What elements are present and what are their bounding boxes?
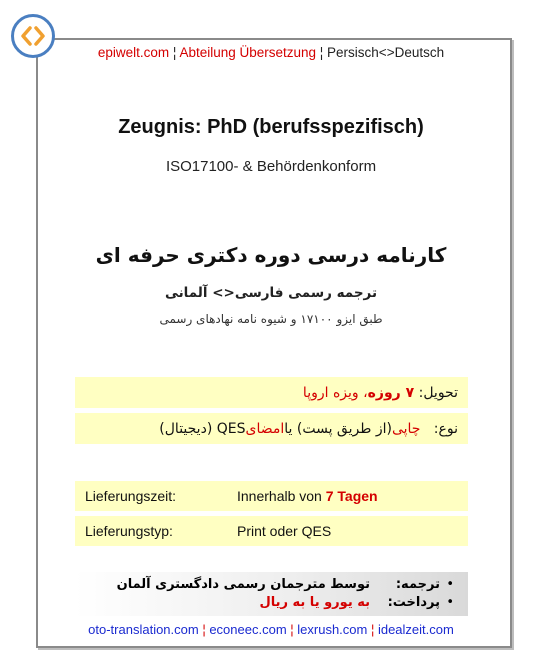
type-label-fa: نوع: <box>433 420 458 437</box>
footer-link[interactable]: econeec.com <box>209 622 287 637</box>
delivery-box-de <box>75 481 468 511</box>
type-box-de <box>75 516 468 546</box>
standard-note-fa: طبق ایزو ۱۷۱۰۰ و شیوه نامه نهادهای رسمی <box>159 312 383 326</box>
page-title-de: Zeugnis: PhD (berufsspezifisch) <box>118 116 424 138</box>
type-print-fa: چاپی <box>391 420 421 437</box>
subtitle-de: ISO17100- & Behördenkonform <box>165 158 377 175</box>
subtitle-fa: ترجمه رسمی فارسی<> آلمانی <box>164 285 378 301</box>
type-label-de: Lieferungstyp: <box>85 523 173 539</box>
page-title-fa: کارنامه درسی دوره دکتری حرفه ای <box>95 243 447 267</box>
list-item <box>75 594 454 612</box>
header-separator: ¦ <box>316 45 328 60</box>
header-department[interactable]: Abteilung Übersetzung <box>179 45 317 60</box>
header-separator: ¦ <box>169 45 180 60</box>
type-value-de: Print oder QES <box>237 523 332 539</box>
delivery-prefix-de: Innerhalb von <box>237 488 322 504</box>
footer-links <box>0 622 542 637</box>
type-sign-fa: امضای <box>245 420 285 437</box>
payment-value-fa: به یورو یا به ریال <box>259 595 370 610</box>
footer-link[interactable]: idealzeit.com <box>377 622 454 637</box>
footer-separator: ¦ <box>198 622 210 637</box>
type-box-fa <box>75 413 468 444</box>
type-qes-note-fa: QES (دیجیتال) <box>159 420 246 437</box>
footer-separator: ¦ <box>367 622 378 637</box>
footer-link[interactable]: oto-translation.com <box>88 622 199 637</box>
translation-label-fa: ترجمه: <box>395 577 440 592</box>
header-site-link[interactable]: epiwelt.com <box>97 45 170 60</box>
footer-separator: ¦ <box>286 622 298 637</box>
delivery-days-fa: ۷ روزه <box>367 384 415 401</box>
payment-label-fa: پرداخت: <box>387 595 440 610</box>
type-print-note-fa: (از طریق پست) یا <box>284 420 392 437</box>
footer-link[interactable]: lexrush.com <box>297 622 368 637</box>
bullet-icon: • <box>446 595 454 610</box>
delivery-label-fa: تحویل: <box>418 384 458 401</box>
list-item <box>75 576 454 594</box>
delivery-days-de: 7 Tagen <box>325 488 378 504</box>
header-language-pair: Persisch<>Deutsch <box>327 45 445 60</box>
delivery-rest-fa: ، ویزه اروپا <box>302 384 368 401</box>
header-line <box>0 45 542 60</box>
delivery-label-de: Lieferungszeit: <box>85 488 177 504</box>
delivery-box-fa <box>75 377 468 408</box>
translation-value-fa: توسط مترجمان رسمی دادگستری آلمان <box>116 577 370 592</box>
bullet-icon: • <box>446 577 454 592</box>
info-box-fa <box>75 572 468 616</box>
